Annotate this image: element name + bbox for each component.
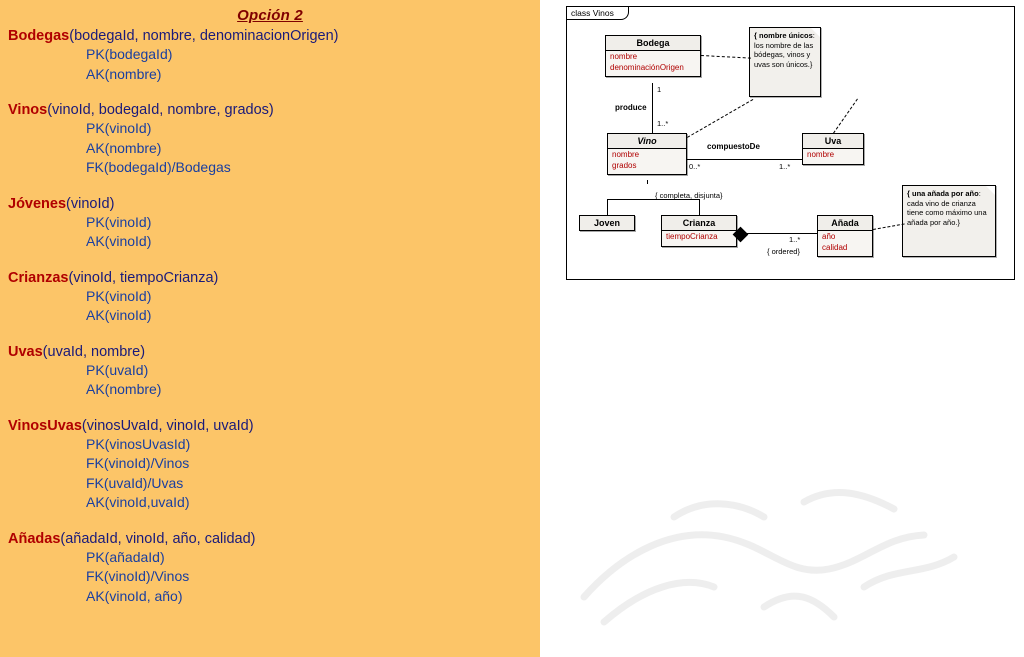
class-uva-name: Uva (803, 134, 863, 149)
spacer (8, 178, 540, 192)
mult-vino-produce: 1..* (657, 119, 669, 128)
relation-name: VinosUvas (8, 417, 82, 434)
assoc-compuestode-line (687, 159, 802, 160)
class-bodega (605, 35, 701, 77)
assoc-compuestode-label: compuestoDe (707, 142, 760, 151)
attr: tiempoCrianza (666, 232, 718, 241)
relation-constraints (86, 361, 540, 400)
relation-attributes: (añadaId, vinoId, año, calidad) (60, 530, 256, 547)
class-anada (817, 215, 873, 257)
spacer (8, 606, 540, 620)
constraint-ordered: { ordered} (767, 247, 800, 256)
background-watermark (564, 457, 1004, 647)
relation-constraints (86, 548, 540, 607)
page-title: Opción 2 (237, 7, 303, 24)
generalization-stem (647, 180, 648, 184)
class-uva (802, 133, 864, 165)
generalization-branch-crianza (699, 199, 700, 215)
class-vino (607, 133, 687, 175)
relation-constraint: FK(bodegaId)/Bodegas (86, 159, 231, 175)
relation-attributes: (vinoId, tiempoCrianza) (68, 269, 219, 286)
attr: nombre (612, 150, 640, 159)
attr: grados (612, 160, 637, 170)
relation-block (0, 102, 540, 192)
relation-name: Uvas (8, 343, 43, 360)
relation-constraint: AK(nombre) (86, 139, 162, 156)
attr: denominaciónOrigen (610, 62, 684, 72)
relation-attributes: (uvaId, nombre) (42, 343, 146, 360)
relation-attributes: (bodegaId, nombre, denominacionOrigen) (69, 28, 339, 44)
relation-constraint: FK(uvaId)/Uvas (86, 474, 184, 491)
note-anchor-bodega (701, 55, 751, 59)
class-bodega-name: Bodega (606, 36, 700, 51)
constraint-completa-disjunta: { completa, disjunta} (655, 191, 723, 200)
relation-block (0, 531, 540, 621)
note-text: : cada vino de crianza tiene como máximo una añada por año.} (907, 189, 987, 227)
mult-anada: 1..* (789, 235, 801, 244)
relation-constraint: PK(vinoId) (86, 287, 152, 304)
class-crianza-attrs (662, 231, 736, 246)
relation-name: Vinos (8, 102, 48, 118)
assoc-produce-line (652, 83, 653, 133)
class-uva-attrs (803, 149, 863, 164)
relation-block (0, 418, 540, 527)
relation-constraint: FK(vinoId)/Vinos (86, 568, 190, 584)
relations-list (0, 28, 540, 620)
relation-attributes: (vinosUvaId, vinoId, uvaId) (81, 417, 254, 434)
relation-constraint: AK(nombre) (86, 381, 162, 397)
mult-bodega-1: 1 (657, 85, 662, 94)
class-joven-name: Joven (580, 216, 634, 230)
relation-block (0, 270, 540, 340)
relation-name: Añadas (8, 530, 61, 547)
relation-block (0, 344, 540, 414)
mult-uva-compuesto: 1..* (779, 162, 791, 171)
note-title: { nombre únicos (754, 31, 813, 40)
relation-name: Crianzas (8, 269, 69, 286)
class-vino-attrs (608, 149, 686, 174)
relation-header (8, 102, 540, 119)
relation-constraint: AK(nombre) (86, 65, 162, 82)
note-anchor-uva (833, 99, 858, 134)
relation-constraint: PK(bodegaId) (86, 46, 173, 62)
relation-constraint: AK(vinoId) (86, 307, 152, 323)
attr: nombre (807, 150, 835, 159)
relation-constraint: AK(vinoId) (86, 233, 152, 249)
class-crianza (661, 215, 737, 247)
note-text: : los nombre de las bódegas, vinos y uvas son únicos.} (754, 31, 815, 69)
spacer (8, 400, 540, 414)
relation-constraint: PK(uvaId) (86, 361, 149, 378)
class-bodega-attrs (606, 51, 700, 76)
relation-header (8, 344, 540, 361)
relation-attributes: (vinoId, bodegaId, nombre, grados) (47, 102, 274, 118)
spacer (8, 84, 540, 98)
relation-header (8, 196, 540, 213)
composition-line (737, 233, 817, 234)
relation-block (0, 28, 540, 98)
relation-constraints (86, 213, 540, 252)
relation-constraint: PK(vinoId) (86, 120, 152, 136)
relation-header (8, 531, 540, 548)
class-anada-attrs (818, 231, 872, 256)
note-anchor-anada (873, 223, 905, 230)
relation-header (8, 418, 540, 435)
relation-constraint: AK(vinoId, año) (86, 587, 183, 604)
note-corner-icon (986, 186, 995, 195)
relation-header (8, 28, 540, 45)
spacer (8, 252, 540, 266)
attr: nombre (610, 52, 638, 61)
note-nombres-unicos (749, 27, 821, 97)
attr: calidad (822, 242, 848, 252)
diagram-frame-label: class Vinos (567, 7, 629, 20)
note-anada-por-ano (902, 185, 996, 257)
relation-constraint: PK(vinosUvasId) (86, 435, 191, 452)
relation-name: Bodegas (8, 28, 70, 44)
relation-constraint: PK(añadaId) (86, 548, 165, 565)
note-corner-icon (811, 28, 820, 37)
relation-constraints (86, 287, 540, 326)
spacer (8, 326, 540, 340)
relation-constraint: PK(vinoId) (86, 213, 152, 230)
generalization-triangle-icon (640, 183, 654, 192)
class-crianza-name: Crianza (662, 216, 736, 231)
spacer (8, 513, 540, 527)
generalization-branch-joven (607, 199, 608, 215)
class-anada-name: Añada (818, 216, 872, 231)
relation-name: Jóvenes (8, 195, 67, 212)
class-joven (579, 215, 635, 231)
uml-class-diagram (566, 6, 1015, 280)
class-vino-name: Vino (608, 134, 686, 149)
assoc-produce-label: produce (615, 103, 647, 112)
attr: año (822, 232, 836, 241)
relation-constraints (86, 45, 540, 84)
note-anchor-vino (687, 99, 753, 138)
mult-vino-compuesto: 0..* (689, 162, 701, 171)
relation-constraints (86, 435, 540, 513)
relation-header (8, 270, 540, 287)
relation-attributes: (vinoId) (66, 195, 115, 212)
note-title: { una añada por año (907, 189, 979, 198)
relation-block (0, 196, 540, 266)
relation-constraint: AK(vinoId,uvaId) (86, 494, 190, 510)
relation-constraints (86, 119, 540, 178)
relation-constraint: FK(vinoId)/Vinos (86, 455, 190, 471)
